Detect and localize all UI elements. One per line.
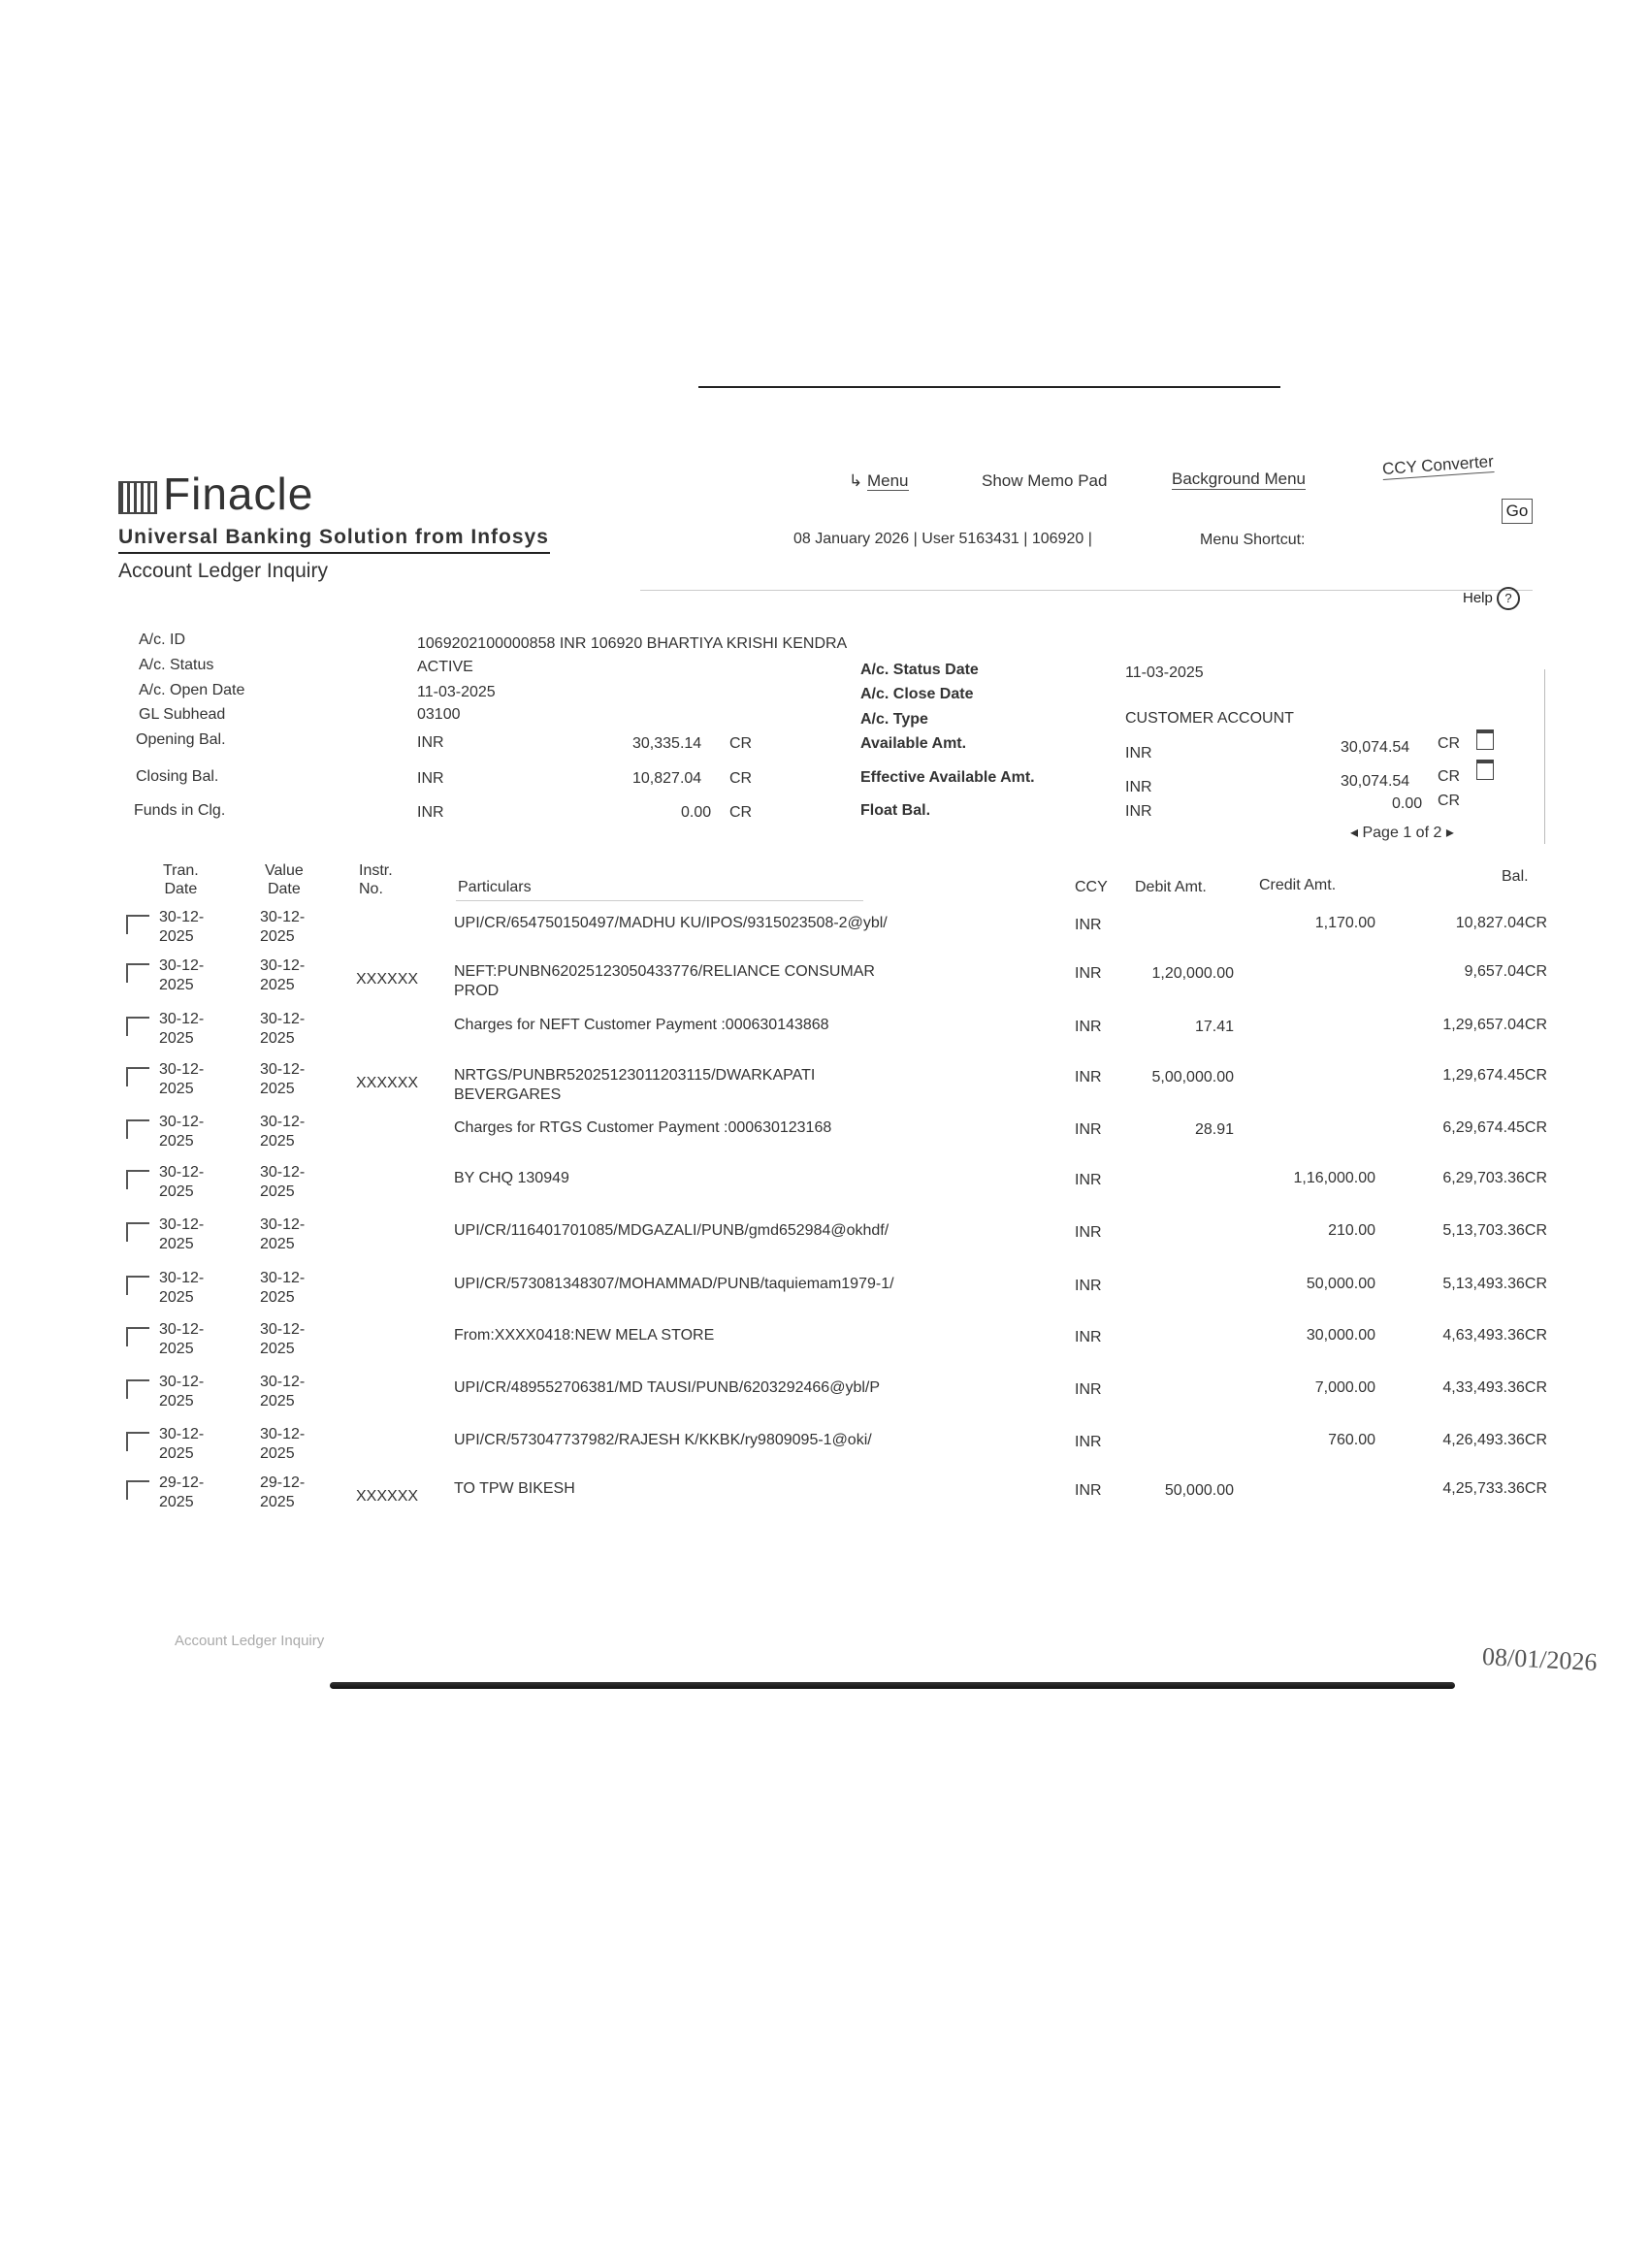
header-underline (456, 900, 863, 901)
cell-particulars: UPI/CR/573047737982/RAJESH K/KKBK/ry9809095-1@oki/ (454, 1432, 872, 1448)
float-bal-value: 0.00 (1392, 795, 1423, 812)
table-row[interactable] (0, 1374, 1649, 1420)
row-select-icon[interactable] (126, 915, 149, 934)
row-select-icon[interactable] (126, 1379, 149, 1399)
cell-value-date-year: 2025 (260, 928, 295, 945)
cell-credit: 210.00 (1328, 1222, 1375, 1239)
cell-tran-date: 30-12- (159, 1114, 205, 1130)
th-debit: Debit Amt. (1135, 879, 1207, 895)
opening-bal-cr: CR (729, 735, 753, 752)
cell-tran-date: 30-12- (159, 1164, 205, 1181)
available-amt-details-icon[interactable] (1476, 729, 1494, 750)
tagline-rule (118, 552, 550, 554)
cell-tran-date-year: 2025 (159, 1494, 194, 1510)
cell-particulars: UPI/CR/489552706381/MD TAUSI/PUNB/6203292466@ybl/P (454, 1379, 881, 1396)
cell-particulars: BY CHQ 130949 (454, 1170, 569, 1186)
close-date-label: A/c. Close Date (860, 686, 974, 702)
row-select-icon[interactable] (126, 1327, 149, 1346)
help-label: Help (1463, 589, 1493, 606)
cell-balance: 4,63,493.36CR (1442, 1327, 1547, 1344)
row-select-icon[interactable] (126, 1222, 149, 1242)
cell-credit: 30,000.00 (1306, 1327, 1375, 1344)
th-tran-date (163, 861, 199, 898)
cell-value-date: 30-12- (260, 1061, 306, 1078)
opening-bal-label: Opening Bal. (136, 731, 226, 748)
th-instr-line1: Instr. (359, 862, 393, 879)
cell-particulars: Charges for NEFT Customer Payment :000630143868 (454, 1017, 829, 1033)
help-icon: ? (1497, 587, 1520, 610)
cell-instr-no: XXXXXX (356, 1075, 419, 1091)
cell-instr-no: XXXXXX (356, 1488, 419, 1505)
help-link[interactable] (1463, 587, 1520, 610)
cell-tran-date-year: 2025 (159, 1393, 194, 1409)
table-row[interactable] (0, 909, 1649, 956)
cell-debit: 1,20,000.00 (1151, 965, 1234, 982)
table-row[interactable] (0, 1011, 1649, 1057)
effective-available-cr: CR (1438, 768, 1461, 785)
cell-debit: 5,00,000.00 (1151, 1069, 1234, 1085)
available-amt-ccy: INR (1125, 745, 1152, 761)
background-menu-link[interactable]: Background Menu (1172, 470, 1306, 488)
cell-value-date: 30-12- (260, 1321, 306, 1338)
th-particulars: Particulars (458, 879, 532, 895)
closing-bal-cr: CR (729, 770, 753, 787)
cell-particulars: NEFT:PUNBN62025123050433776/RELIANCE CONSUMAR (454, 963, 875, 980)
menu-link[interactable] (849, 471, 909, 491)
cell-tran-date: 30-12- (159, 1270, 205, 1286)
th-tran-date-line2: Date (164, 881, 198, 897)
gl-subhead-value: 03100 (417, 706, 461, 723)
th-value-date (265, 861, 304, 898)
cell-particulars: TO TPW BIKESH (454, 1480, 575, 1497)
cell-particulars: UPI/CR/654750150497/MADHU KU/IPOS/9315023508-2@ybl/ (454, 915, 888, 931)
status-label: A/c. Status (139, 657, 214, 673)
cell-particulars: From:XXXX0418:NEW MELA STORE (454, 1327, 715, 1344)
ccy-converter-link[interactable]: CCY Converter (1381, 452, 1495, 478)
page-total: of 2 (1415, 825, 1442, 841)
th-instr-no (359, 861, 393, 898)
cell-balance: 1,29,657.04CR (1442, 1017, 1547, 1033)
type-label: A/c. Type (860, 711, 928, 728)
cell-value-date: 30-12- (260, 1114, 306, 1130)
th-ccy: CCY (1075, 879, 1108, 895)
cell-balance: 9,657.04CR (1464, 963, 1547, 980)
cell-tran-date-year: 2025 (159, 1341, 194, 1357)
cell-balance: 4,33,493.36CR (1442, 1379, 1547, 1396)
float-bal-cr: CR (1438, 793, 1461, 809)
cell-particulars: Charges for RTGS Customer Payment :000630123168 (454, 1119, 832, 1136)
table-row[interactable] (0, 1216, 1649, 1263)
funds-clg-ccy: INR (417, 804, 444, 821)
effective-available-details-icon[interactable] (1476, 760, 1494, 780)
closing-bal-label: Closing Bal. (136, 768, 219, 785)
panel-edge (1544, 669, 1545, 844)
show-memo-pad-link[interactable]: Show Memo Pad (982, 471, 1108, 490)
cell-value-date-year: 2025 (260, 1445, 295, 1462)
cell-particulars: NRTGS/PUNBR52025123011203115/DWARKAPATI (454, 1067, 816, 1084)
status-date-label: A/c. Status Date (860, 662, 979, 678)
th-instr-line2: No. (359, 881, 383, 897)
cell-value-date: 30-12- (260, 1216, 306, 1233)
page-title: Account Ledger Inquiry (118, 560, 328, 582)
open-date-label: A/c. Open Date (139, 682, 245, 698)
prev-page-icon[interactable]: ◂ (1350, 825, 1359, 841)
cell-ccy: INR (1075, 1224, 1102, 1241)
acid-label: A/c. ID (139, 632, 186, 648)
page-label: Page (1362, 825, 1399, 841)
cell-debit: 50,000.00 (1164, 1482, 1234, 1499)
cell-tran-date-year: 2025 (159, 1030, 194, 1047)
cell-balance: 4,25,733.36CR (1442, 1480, 1547, 1497)
cell-tran-date-year: 2025 (159, 1133, 194, 1150)
table-row[interactable] (0, 957, 1649, 1004)
cell-debit: 17.41 (1194, 1019, 1234, 1035)
th-credit: Credit Amt. (1259, 877, 1337, 893)
available-amt-cr: CR (1438, 735, 1461, 752)
available-amt-label: Available Amt. (860, 735, 967, 752)
header-divider (640, 590, 1533, 591)
effective-available-value: 30,074.54 (1341, 773, 1410, 790)
branch-code: 106920 (1031, 531, 1084, 547)
cell-tran-date-year: 2025 (159, 1289, 194, 1306)
cell-ccy: INR (1075, 1069, 1102, 1085)
table-row[interactable] (0, 1164, 1649, 1211)
float-bal-ccy: INR (1125, 803, 1152, 820)
cell-balance: 5,13,493.36CR (1442, 1276, 1547, 1292)
cell-tran-date: 30-12- (159, 957, 205, 974)
cell-balance: 6,29,674.45CR (1442, 1119, 1547, 1136)
cell-debit: 28.91 (1194, 1121, 1234, 1138)
cell-balance: 4,26,493.36CR (1442, 1432, 1547, 1448)
cell-tran-date: 30-12- (159, 1321, 205, 1338)
pager (1350, 823, 1454, 842)
cell-value-date: 30-12- (260, 1374, 306, 1390)
available-amt-value: 30,074.54 (1341, 739, 1410, 756)
effective-available-ccy: INR (1125, 779, 1152, 795)
footer-text: Account Ledger Inquiry (175, 1633, 325, 1649)
cell-ccy: INR (1075, 1019, 1102, 1035)
table-row[interactable] (0, 1321, 1649, 1368)
cell-value-date-year: 2025 (260, 1341, 295, 1357)
date-stamp: 08/01/2026 (1481, 1641, 1599, 1677)
cell-tran-date-year: 2025 (159, 928, 194, 945)
brand-name: Finacle (163, 469, 314, 519)
cell-value-date-year: 2025 (260, 1236, 295, 1252)
cell-tran-date: 29-12- (159, 1474, 205, 1491)
th-tran-date-line1: Tran. (163, 862, 199, 879)
cell-credit: 760.00 (1328, 1432, 1375, 1448)
cell-balance: 1,29,674.45CR (1442, 1067, 1547, 1084)
menu-shortcut-label: Menu Shortcut: (1200, 532, 1306, 548)
cell-value-date-year: 2025 (260, 1133, 295, 1150)
session-date: 08 January 2026 (793, 531, 910, 547)
next-page-icon[interactable]: ▸ (1445, 825, 1454, 841)
cell-tran-date-year: 2025 (159, 977, 194, 993)
cell-ccy: INR (1075, 917, 1102, 933)
cell-value-date-year: 2025 (260, 1494, 295, 1510)
user-id: 5163431 (958, 531, 1019, 547)
cell-value-date: 30-12- (260, 1426, 306, 1442)
cell-value-date-year: 2025 (260, 1081, 295, 1097)
page-current[interactable]: 1 (1403, 825, 1412, 841)
cell-tran-date: 30-12- (159, 1374, 205, 1390)
cell-ccy: INR (1075, 1381, 1102, 1398)
acid-value: 1069202100000858 INR 106920 BHARTIYA KRISHI KENDRA (417, 635, 848, 652)
top-divider (698, 386, 1280, 388)
cell-tran-date: 30-12- (159, 1216, 205, 1233)
th-balance: Bal. (1502, 868, 1529, 885)
cell-value-date-year: 2025 (260, 1030, 295, 1047)
cell-value-date: 30-12- (260, 1011, 306, 1027)
cell-particulars-cont: PROD (454, 983, 500, 999)
cell-tran-date: 30-12- (159, 1011, 205, 1027)
row-select-icon[interactable] (126, 1170, 149, 1189)
table-row[interactable] (0, 1114, 1649, 1160)
th-value-date-line1: Value (265, 862, 304, 879)
bottom-divider (330, 1682, 1455, 1689)
closing-bal-amount: 10,827.04 (632, 770, 702, 787)
cell-tran-date: 30-12- (159, 1426, 205, 1442)
cell-ccy: INR (1075, 1329, 1102, 1345)
funds-clg-label: Funds in Clg. (134, 802, 226, 819)
finacle-logo (118, 468, 313, 520)
menu-label: Menu (866, 471, 909, 490)
cell-value-date: 29-12- (260, 1474, 306, 1491)
cell-credit: 1,170.00 (1314, 915, 1375, 931)
row-select-icon[interactable] (126, 1480, 149, 1500)
session-info: 08 January 2026 | User 5163431 | 106920 | (793, 531, 1092, 547)
cell-credit: 50,000.00 (1306, 1276, 1375, 1292)
funds-clg-amount: 0.00 (681, 804, 712, 821)
th-value-date-line2: Date (267, 881, 301, 897)
cell-value-date: 30-12- (260, 909, 306, 925)
table-row[interactable] (0, 1270, 1649, 1316)
type-value: CUSTOMER ACCOUNT (1125, 710, 1294, 727)
user-label: User (922, 531, 955, 547)
opening-bal-amount: 30,335.14 (632, 735, 702, 752)
table-row[interactable] (0, 1426, 1649, 1473)
cell-value-date-year: 2025 (260, 1393, 295, 1409)
cell-ccy: INR (1075, 1172, 1102, 1188)
cell-instr-no: XXXXXX (356, 971, 419, 988)
row-select-icon[interactable] (126, 1119, 149, 1139)
cell-tran-date-year: 2025 (159, 1081, 194, 1097)
row-select-icon[interactable] (126, 1017, 149, 1036)
row-select-icon[interactable] (126, 963, 149, 983)
cell-tran-date-year: 2025 (159, 1183, 194, 1200)
brand-tagline: Universal Banking Solution from Infosys (118, 526, 549, 548)
go-button[interactable]: Go (1502, 499, 1533, 524)
cell-value-date-year: 2025 (260, 977, 295, 993)
open-date-value: 11-03-2025 (417, 684, 496, 700)
cell-credit: 7,000.00 (1314, 1379, 1375, 1396)
cell-value-date: 30-12- (260, 1270, 306, 1286)
cell-tran-date-year: 2025 (159, 1236, 194, 1252)
menu-icon: ↳ (849, 471, 863, 490)
row-select-icon[interactable] (126, 1067, 149, 1086)
cell-ccy: INR (1075, 1278, 1102, 1294)
cell-value-date-year: 2025 (260, 1289, 295, 1306)
finacle-logo-icon (118, 481, 157, 514)
cell-value-date: 30-12- (260, 1164, 306, 1181)
cell-ccy: INR (1075, 1482, 1102, 1499)
cell-value-date: 30-12- (260, 957, 306, 974)
opening-bal-ccy: INR (417, 734, 444, 751)
cell-ccy: INR (1075, 965, 1102, 982)
cell-ccy: INR (1075, 1434, 1102, 1450)
cell-tran-date: 30-12- (159, 909, 205, 925)
table-row[interactable] (0, 1061, 1649, 1108)
cell-ccy: INR (1075, 1121, 1102, 1138)
status-date-value: 11-03-2025 (1125, 664, 1204, 681)
cell-tran-date-year: 2025 (159, 1445, 194, 1462)
cell-balance: 10,827.04CR (1455, 915, 1547, 931)
cell-value-date-year: 2025 (260, 1183, 295, 1200)
cell-credit: 1,16,000.00 (1293, 1170, 1375, 1186)
cell-particulars: UPI/CR/116401701085/MDGAZALI/PUNB/gmd652984@okhdf/ (454, 1222, 889, 1239)
gl-subhead-label: GL Subhead (139, 706, 226, 723)
table-row[interactable] (0, 1474, 1649, 1521)
cell-balance: 6,29,703.36CR (1442, 1170, 1547, 1186)
closing-bal-ccy: INR (417, 770, 444, 787)
cell-particulars: UPI/CR/573081348307/MOHAMMAD/PUNB/taquiemam1979-1/ (454, 1276, 894, 1292)
funds-clg-cr: CR (729, 804, 753, 821)
cell-tran-date: 30-12- (159, 1061, 205, 1078)
row-select-icon[interactable] (126, 1432, 149, 1451)
row-select-icon[interactable] (126, 1276, 149, 1295)
cell-balance: 5,13,703.36CR (1442, 1222, 1547, 1239)
cell-particulars-cont: BEVERGARES (454, 1086, 562, 1103)
float-bal-label: Float Bal. (860, 802, 931, 819)
effective-available-label: Effective Available Amt. (860, 769, 1035, 786)
status-value: ACTIVE (417, 659, 473, 675)
